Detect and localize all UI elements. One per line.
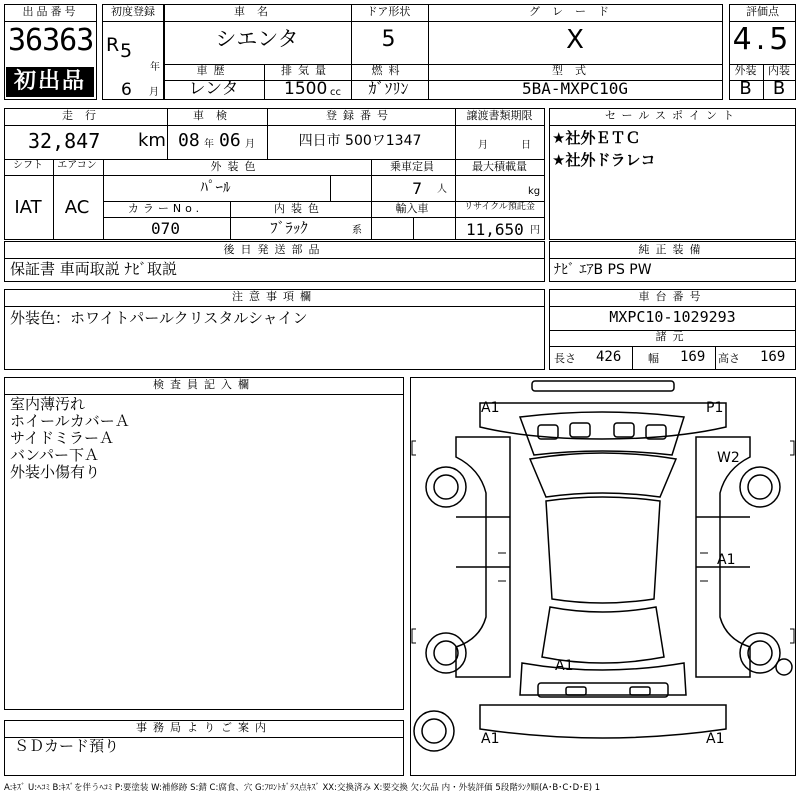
ac-label: エアコン xyxy=(57,160,97,171)
interior-grade: B xyxy=(772,78,786,99)
history-label: 車歴 xyxy=(196,64,231,77)
shift: IAT xyxy=(14,197,42,218)
reg-year: 5 xyxy=(120,40,133,62)
damage-mark-rear-roof: A1 xyxy=(555,658,574,674)
exterior-color: ﾊﾟｰﾙ xyxy=(200,178,231,196)
later-parts-label: 後日発送部品 xyxy=(223,243,326,256)
reg-year-unit: 年 xyxy=(150,62,160,73)
sales-point-2: ★社外ドラレコ xyxy=(552,151,656,169)
damage-mark-front-left: A1 xyxy=(481,400,500,416)
legend: A:ｷｽﾞ U:ﾍｺﾐ B:ｷｽﾞを伴うﾍｺﾐ P:要塗装 W:補修跡 S:錆 C:腐食、穴 G:ﾌﾛﾝﾄｶﾞﾗｽ点ｷｽﾞ XX:交換済み X:要交換 欠:欠品 内・外装評価 5段階ﾗﾝｸ順(A･B･C･D･E) 1 xyxy=(4,783,601,793)
fuel: ｶﾞｿﾘﾝ xyxy=(368,79,409,98)
interior-color: ﾌﾞﾗｯｸ xyxy=(270,219,308,237)
sales-points-label: セールスポイント xyxy=(604,109,740,122)
wheel-front-left xyxy=(426,467,466,507)
inspector-line-3: サイドミラーＡ xyxy=(10,429,114,447)
transfer-month-unit: 月 xyxy=(478,140,488,151)
car-name-label: 車名 xyxy=(234,5,280,18)
score-label: 評価点 xyxy=(746,5,779,18)
mileage-label: 走行 xyxy=(62,109,108,122)
recycle-fee: 11,650 xyxy=(466,220,524,239)
inspector-line-5: 外装小傷有り xyxy=(10,463,101,481)
recycle-unit: 円 xyxy=(530,225,540,236)
car-diagram xyxy=(410,377,796,776)
inspection-month-unit: 月 xyxy=(245,139,255,150)
reg-era: R xyxy=(106,34,120,56)
bottom-bumper-shape xyxy=(480,705,726,738)
exterior-grade: B xyxy=(739,78,752,99)
roof-shape xyxy=(546,497,660,603)
ac: AC xyxy=(64,197,90,218)
chassis-number: MXPC10-1029293 xyxy=(609,308,736,326)
door-count: 5 xyxy=(381,27,396,52)
reg-month-unit: 月 xyxy=(149,87,159,98)
notes-label: 注意事項欄 xyxy=(232,290,317,303)
inspector-line-4: バンパー下Ａ xyxy=(10,446,99,464)
grade-label: グレード xyxy=(529,5,621,18)
length-label: 長さ xyxy=(554,352,576,365)
equipment-label: 純正装備 xyxy=(638,243,707,256)
interior-color-unit: 系 xyxy=(352,225,362,236)
recycle-label: リサイクル預託金 xyxy=(464,202,535,212)
max-load-unit: kg xyxy=(528,186,541,197)
rear-body-shape xyxy=(520,663,686,695)
spare-wheel-right xyxy=(776,659,792,675)
damage-mark-right-door: A1 xyxy=(717,552,736,568)
sales-point-1: ★社外ＥＴＣ xyxy=(552,129,641,147)
exterior-label: 外装 xyxy=(734,64,757,77)
displacement-unit: cc xyxy=(330,87,341,98)
notes: 外装色：ホワイトパールクリスタルシャイン xyxy=(10,309,308,327)
grade: X xyxy=(566,25,584,55)
transfer-day-unit: 日 xyxy=(521,140,531,151)
displacement: 1500 xyxy=(284,79,328,99)
inspection-year: 08 xyxy=(178,130,200,151)
fuel-label: 燃料 xyxy=(371,64,406,77)
model-code: 5BA-MXPC10G xyxy=(522,79,628,98)
first-listing-badge: 初出品 xyxy=(6,67,94,97)
interior-color-label: 内装色 xyxy=(274,202,325,215)
inspection-year-unit: 年 xyxy=(204,139,214,150)
sales-points-box xyxy=(549,108,796,240)
height: 169 xyxy=(760,349,786,365)
interior-label: 内装 xyxy=(768,64,790,77)
dimensions-label: 諸元 xyxy=(655,330,690,343)
damage-mark-right-fender: W2 xyxy=(717,450,740,466)
width: 169 xyxy=(680,349,706,365)
inspection-month: 06 xyxy=(219,130,241,151)
inspection-label: 車検 xyxy=(193,109,239,122)
transfer-docs-label: 譲渡書類期限 xyxy=(466,109,533,122)
office-text: ＳＤカード預り xyxy=(14,737,120,755)
left-side-shape xyxy=(456,437,510,677)
score: 4.5 xyxy=(732,22,793,57)
model-label: 型式 xyxy=(552,64,598,77)
displacement-label: 排気量 xyxy=(281,64,332,77)
color-no-label: カラーNo. xyxy=(127,202,204,215)
shift-label: シフト xyxy=(13,160,43,171)
plate-label: 登録番号 xyxy=(326,109,394,122)
later-parts: 保証書 車両取説 ﾅﾋﾞ取説 xyxy=(10,260,178,278)
damage-mark-rear-left: A1 xyxy=(481,731,500,747)
plate-number: 四日市 500ワ1347 xyxy=(298,133,422,149)
import-label: 輸入車 xyxy=(395,202,429,215)
wheel-rear-right xyxy=(740,633,780,673)
car-name: シエンタ xyxy=(215,27,299,51)
spare-wheel xyxy=(414,711,454,751)
front-bumper-shape xyxy=(480,400,726,439)
width-label: 幅 xyxy=(648,352,659,365)
door-type-label: ドア形状 xyxy=(366,5,411,18)
damage-mark-rear-right: A1 xyxy=(706,731,725,747)
length: 426 xyxy=(596,349,622,365)
hood-shape xyxy=(520,412,684,455)
history: レンタ xyxy=(188,79,239,99)
lot-number: 36363 xyxy=(8,23,94,58)
inspector-line-1: 室内薄汚れ xyxy=(10,395,86,413)
seats-label: 乗車定員 xyxy=(390,160,434,173)
mileage-unit: km xyxy=(138,130,166,151)
windshield-shape xyxy=(530,453,676,497)
rear-window-shape xyxy=(542,607,664,663)
color-no: 070 xyxy=(151,219,180,238)
reg-month: 6 xyxy=(121,80,132,100)
seats-unit: 人 xyxy=(437,184,447,195)
office-label: 事務局よりご案内 xyxy=(136,721,272,734)
exterior-color-label: 外装色 xyxy=(210,160,262,173)
wheel-front-right xyxy=(740,467,780,507)
equipment: ﾅﾋﾞ ｴｱB PS PW xyxy=(554,262,652,278)
chassis-label: 車台番号 xyxy=(638,290,707,303)
damage-mark-front-right: P1 xyxy=(706,400,724,416)
seats: 7 xyxy=(412,179,423,198)
lot-label: 出品番号 xyxy=(22,5,79,18)
mileage: 32,847 xyxy=(28,129,101,153)
height-label: 高さ xyxy=(718,352,740,365)
roof-rail-shape xyxy=(532,381,674,391)
inspector-line-2: ホイールカバーＡ xyxy=(10,412,130,430)
wheel-rear-left xyxy=(426,633,466,673)
inspector-label: 検査員記入欄 xyxy=(153,378,255,391)
max-load-label: 最大積載量 xyxy=(472,160,527,173)
first-registration-label: 初度登録 xyxy=(111,5,155,18)
